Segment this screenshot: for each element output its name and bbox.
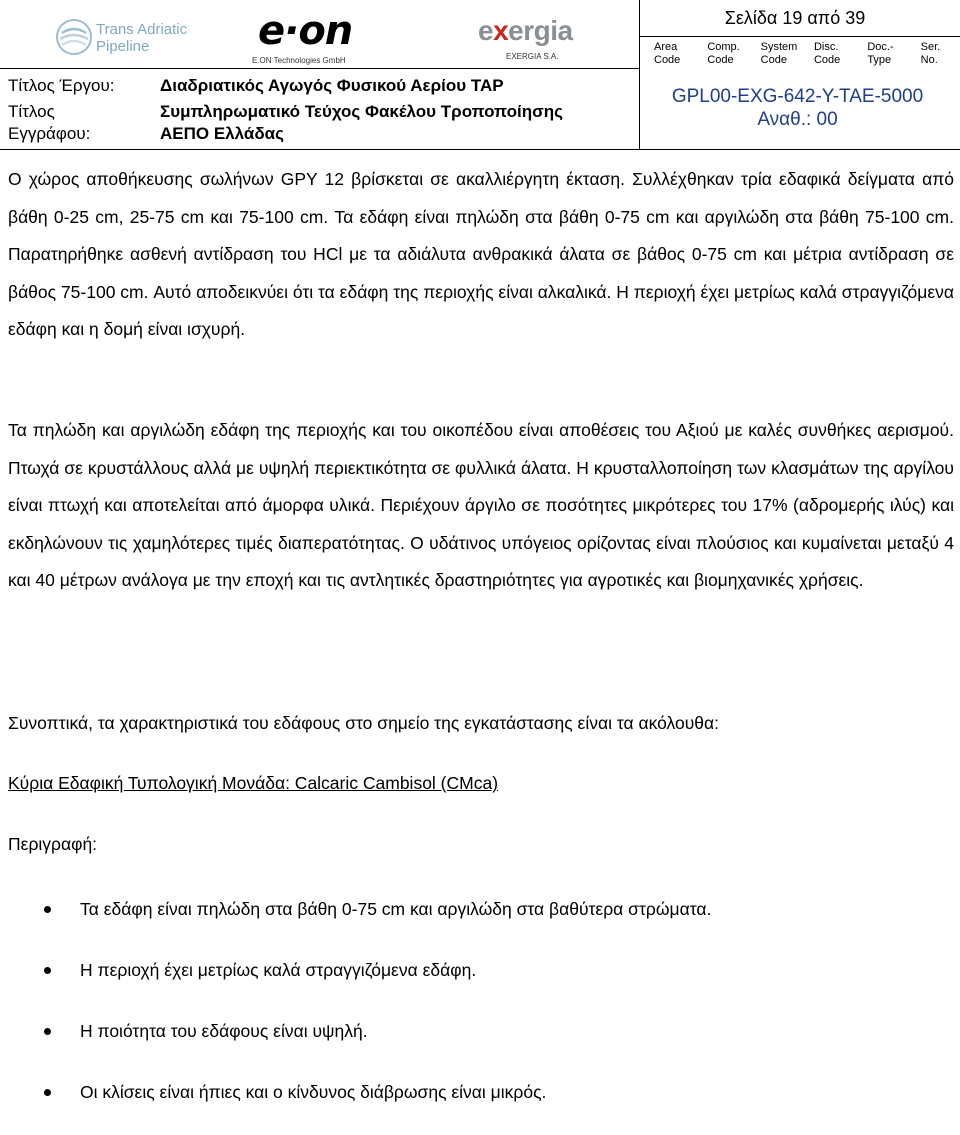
code-column-line1: Ser. [920, 41, 941, 53]
exergia-logo-subtitle: EXERGIA S.A. [506, 52, 559, 61]
code-column-line2: Code [760, 54, 787, 66]
doc-title-value-2: ΑΕΠΟ Ελλάδας [160, 124, 284, 143]
bullet-icon [44, 1028, 51, 1035]
code-column-line2: Type [867, 54, 892, 66]
bullet-icon [44, 967, 51, 974]
eon-logo-subtitle: E.ON Technologies GmbH [252, 56, 346, 65]
document-code-block [640, 0, 960, 149]
bullet-icon [44, 906, 51, 913]
exergia-logo-mark: exergia [478, 15, 573, 46]
list-item [0, 1013, 960, 1074]
doc-title-row [8, 101, 638, 123]
logos-area [0, 0, 640, 69]
bullet-icon [44, 1089, 51, 1096]
code-column [693, 37, 746, 69]
doc-title-label: Τίτλος [8, 102, 55, 121]
document-header [0, 0, 960, 150]
code-column [747, 37, 800, 69]
revision-number: Αναθ.: 00 [757, 109, 838, 130]
tap-logo-line2: Pipeline [96, 38, 150, 55]
tap-logo-line1: Trans Adriatic [96, 21, 188, 38]
paragraph-summary-intro: Συνοπτικά, τα χαρακτηριστικά του εδάφους στο σημείο της εγκατάστασης είναι τα ακόλουθα: [8, 713, 720, 733]
code-column [800, 37, 853, 69]
eon-logo [252, 10, 402, 66]
code-column-line2: Code [654, 54, 681, 66]
code-column [907, 37, 960, 69]
exergia-logo [478, 14, 618, 64]
code-column-line1: Area [654, 41, 678, 53]
page-number: Σελίδα 19 από 39 [724, 8, 866, 28]
code-column-line1: System [760, 41, 798, 53]
tap-logo [54, 17, 234, 61]
paragraph-storage-site: Ο χώρος αποθήκευσης σωλήνων GPY 12 βρίσκεται σε ακαλλιέργητη έκταση. Συλλέχθηκαν τρία εδαφικά δείγματα από βάθη 0-25 cm, 25-75 cm και 75-100 cm. Τα εδάφη είναι πηλώδη στα βάθη 0-75 cm και αργιλώδη στα βάθη 75-100 cm. Παρατηρήθηκε ασθενή αντίδραση του HCl με τα αδιάλυτα ανθρακικά άλατα σε βάθος 0-75 cm και μέτρια αντίδραση σε βάθος 75-100 cm. Αυτό αποδεικνύει ότι τα εδάφη της περιοχής είναι αλκαλικά. Η περιοχή έχει μετρίως καλά στραγγιζόμενα εδάφη και η δομή είναι ισχυρή. [8, 169, 954, 339]
code-column-line1: Comp. [707, 41, 740, 53]
eon-logo-mark: e·on [258, 8, 353, 54]
code-column-line1: Doc.- [867, 41, 894, 53]
code-column-line2: Code [813, 54, 841, 66]
project-row [8, 75, 638, 97]
doc-title-row-2 [8, 123, 638, 145]
list-item-text: Οι κλίσεις είναι ήπιες και ο κίνδυνος διάβρωσης είναι μικρός. [80, 1082, 547, 1102]
list-item-text: Τα εδάφη είναι πηλώδη στα βάθη 0-75 cm και αργιλώδη στα βαθύτερα στρώματα. [80, 899, 712, 919]
description-heading: Περιγραφή: [8, 834, 98, 854]
doc-title-label-2: Εγγράφου: [8, 124, 91, 143]
code-column-line2: No. [920, 54, 938, 66]
soil-unit-heading: Κύρια Εδαφική Τυπολογική Μονάδα: Calcaric Cambisol (CMca) [8, 773, 499, 793]
code-column [640, 37, 693, 69]
list-item-text: Η ποιότητα του εδάφους είναι υψηλή. [80, 1021, 368, 1041]
project-value: Διαδριατικός Αγωγός Φυσικού Αερίου TAP [160, 76, 504, 95]
document-code: GPL00-EXG-642-Y-TAE-5000 [671, 86, 924, 107]
code-column [853, 37, 906, 69]
code-column-line1: Disc. [813, 41, 839, 53]
list-item [0, 1074, 960, 1135]
tap-logo-icon [54, 17, 94, 57]
description-list [0, 891, 960, 1135]
code-table [640, 36, 960, 69]
header-bottom-border [0, 149, 960, 150]
code-column-line2: Code [707, 54, 734, 66]
document-meta [0, 69, 639, 149]
doc-title-value: Συμπληρωματικό Τεύχος Φακέλου Τροποποίησης [160, 102, 563, 121]
project-label: Τίτλος Έργου: [8, 76, 115, 95]
list-item [0, 952, 960, 1013]
paragraph-soil-deposits: Τα πηλώδη και αργιλώδη εδάφη της περιοχής και του οικοπέδου είναι αποθέσεις του Αξιού με καλές συνθήκες αερισμού. Πτωχά σε κρυστάλλους αλλά με υψηλή περιεκτικότητα σε φυλλικά άλατα. Η κρυσταλλοποίηση των κλασμάτων της αργίλου είναι πτωχή και αποτελείται από άμορφα υλικά. Περιέχουν άργιλο σε ποσότητες μικρότερες του 17% (αδρομερής ιλύς) και εκδηλώνουν τις χαμηλότερες τιμές διαπερατότητας. Ο υδάτινος υπόγειος ορίζοντας είναι πλούσιος και κυμαίνεται μεταξύ 4 και 40 μέτρων ανάλογα με την εποχή και τις αντλητικές δραστηριότητες για αγροτικές και βιομηχανικές χρήσεις. [8, 420, 954, 590]
list-item-text: Η περιοχή έχει μετρίως καλά στραγγιζόμενα εδάφη. [80, 960, 477, 980]
list-item [0, 891, 960, 952]
